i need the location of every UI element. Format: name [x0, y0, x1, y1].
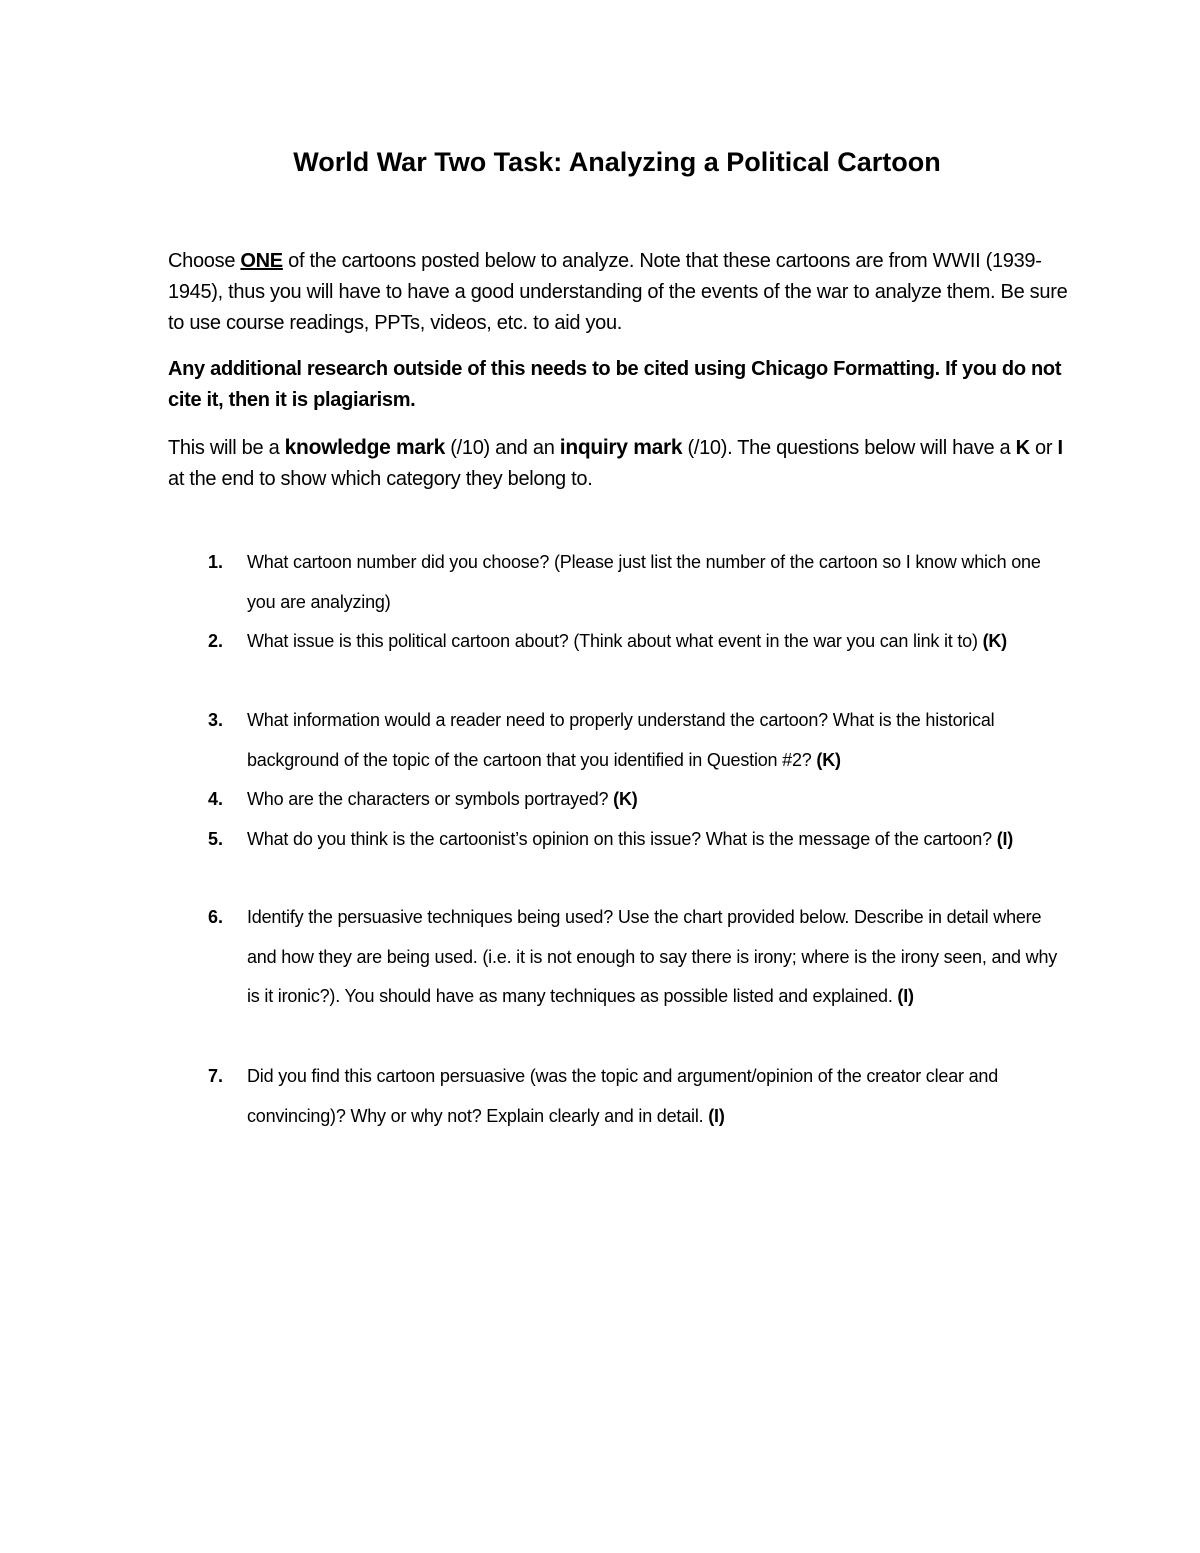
question-text: [247, 898, 1062, 1017]
question-category: (K): [982, 631, 1007, 651]
question-number: 3.: [208, 710, 224, 730]
question-number: 4.: [208, 789, 224, 809]
question-number: 6.: [208, 907, 224, 927]
question-text: [247, 780, 1062, 820]
knowledge-mark-label: knowledge mark: [284, 436, 446, 459]
question-body: Identify the persuasive techniques being used? Use the chart provided below. Describe in detail where and how they are being used. (i.e. it is not enough to say there is irony; where is the irony seen, and why is it ironic?). You should have as many techniques as possible listed and explained.: [247, 907, 1058, 1006]
intro-paragraph-instructions: [168, 246, 1068, 339]
question-text: [247, 820, 1062, 860]
citation-warning: Any additional research outside of this needs to be cited using Chicago Formatting. If you do not cite it, then it is plagiarism.: [168, 358, 1062, 411]
marking-text-c: (/10) and an: [445, 437, 560, 459]
question-number: 1.: [208, 552, 224, 572]
marking-text-e: (/10). The questions below will have a: [682, 437, 1016, 459]
category-i: I: [1057, 437, 1063, 459]
inquiry-mark-label: inquiry mark: [559, 436, 683, 459]
marking-text-i: at the end to show which category they belong to.: [168, 468, 593, 490]
question-category: (K): [816, 749, 841, 770]
question-category: (I): [708, 1105, 725, 1126]
question-text: [247, 701, 1062, 780]
question-text: [247, 1057, 1062, 1136]
question-body: What cartoon number did you choose? (Please just list the number of the cartoon so I know which one you are analyzing): [247, 552, 1041, 612]
intro-text-rest: of the cartoons posted below to analyze. Note that these cartoons are from WWII (1939-1945), thus you will have to have a good understanding of the events of the war to analyze them. Be sure to use course readings, PPTs, videos, etc. to aid you.: [168, 250, 1068, 334]
question-number: 5.: [208, 829, 224, 849]
question-body: What issue is this political cartoon about? (Think about what event in the war you can link it to): [247, 631, 983, 651]
question-category: (I): [897, 986, 914, 1006]
question-body: What information would a reader need to properly understand the cartoon? What is the historical background of the topic of the cartoon that you identified in Question #2?: [247, 710, 995, 770]
marking-text-a: This will be a: [168, 437, 285, 459]
emphasis-one: ONE: [240, 250, 283, 272]
question-body: Did you find this cartoon persuasive (was the topic and argument/opinion of the creator clear and convincing)? Why or why not? Explain clearly and in detail.: [247, 1066, 999, 1126]
marking-paragraph: [168, 432, 1068, 495]
question-category: (K): [613, 789, 638, 809]
question-body: Who are the characters or symbols portrayed?: [247, 789, 614, 809]
page-title: World War Two Task: Analyzing a Political Cartoon: [293, 147, 941, 177]
marking-text-g: or: [1029, 437, 1058, 459]
category-k: K: [1015, 437, 1030, 459]
question-number: 7.: [208, 1066, 224, 1086]
question-text: [247, 622, 1062, 662]
question-number: 2.: [208, 631, 224, 651]
question-text: [247, 543, 1062, 622]
question-body: What do you think is the cartoonist’s opinion on this issue? What is the message of the cartoon?: [247, 829, 997, 849]
intro-text-start: Choose: [168, 250, 241, 272]
question-category: (I): [996, 829, 1014, 849]
